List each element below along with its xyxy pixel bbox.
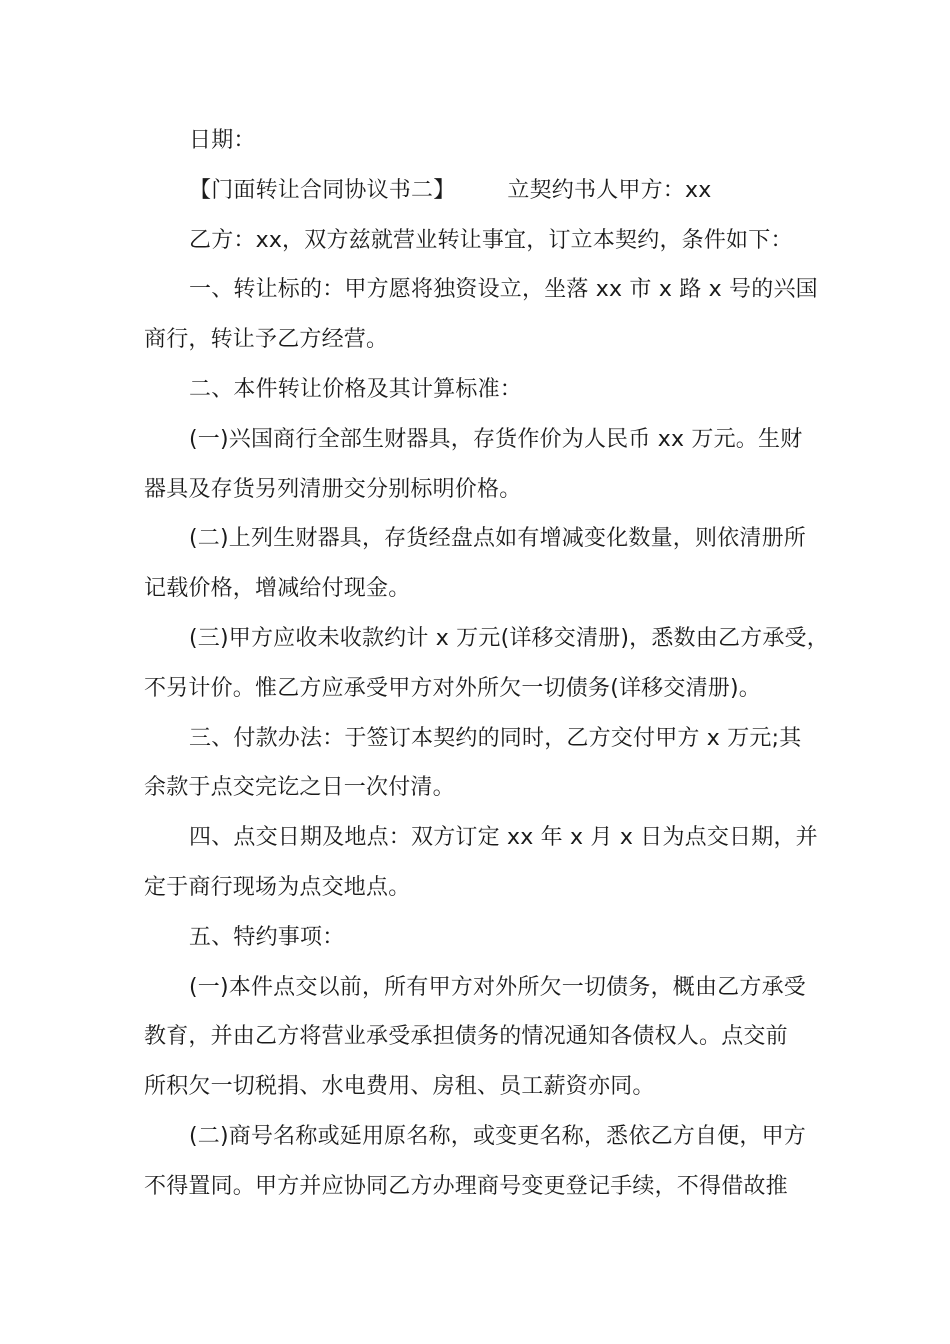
document-body [144,116,829,1212]
text-line: 所积欠一切税捐、水电费用、房租、员工薪资亦同。 [144,1074,655,1100]
clause-2-1-line [144,415,812,465]
clause-2-3-line [144,614,829,664]
clause-3-cont-line [144,763,812,813]
text-line: 商行，转让予乙方经营。 [144,327,389,353]
clause-2-line [144,365,812,415]
text-line: 四、点交日期及地点：双方订定 xx 年 x 月 x 日为点交日期，并 [189,825,818,851]
text-line: (二)上列生财器具，存货经盘点如有增减变化数量，则依清册所 [189,526,806,552]
text-line: 教育，并由乙方将营业承受承担债务的情况通知各债权人。点交前 [144,1024,788,1050]
clause-5-line [144,913,812,963]
clause-2-3-cont-line [144,664,812,714]
clause-5-2-cont-line [144,1162,812,1212]
party-b-line [144,216,812,266]
contract-heading-line [144,166,812,216]
clause-5-1-cont2-line [144,1062,812,1112]
text-line: 记载价格，增减给付现金。 [144,576,411,602]
text-line: 五、特约事项： [189,924,345,950]
clause-4-line [144,813,818,863]
clause-2-1-cont-line [144,465,812,515]
text-line: 定于商行现场为点交地点。 [144,874,411,900]
text-line: 不得置同。甲方并应协同乙方办理商号变更登记手续，不得借故推 [144,1173,788,1199]
text-line: 日期： [189,128,256,153]
text-line: 三、付款办法：于签订本契约的同时，乙方交付甲方 x 万元;其 [189,725,802,751]
text-line: (二)商号名称或延用原名称，或变更名称，悉依乙方自便，甲方 [189,1123,806,1149]
text-line: (一)兴国商行全部生财器具，存货作价为人民币 xx 万元。生财 [189,426,803,452]
clause-4-cont-line [144,863,812,913]
clause-2-2-cont-line [144,564,812,614]
text-line: 余款于点交完讫之日一次付清。 [144,775,455,801]
clause-5-1-line [144,963,812,1013]
contract-title: 【门面转让合同协议书二】 [189,177,456,203]
text-line: 不另计价。惟乙方应承受甲方对外所欠一切债务(详移交清册)。 [144,675,761,701]
clause-3-line [144,714,812,764]
clause-2-2-line [144,514,812,564]
text-line: 一、转让标的：甲方愿将独资设立，坐落 xx 市 x 路 x 号的兴国 [189,277,818,303]
clause-5-1-cont-line [144,1012,812,1062]
text-line: (一)本件点交以前，所有甲方对外所欠一切债务，概由乙方承受 [189,974,806,1000]
clause-5-2-line [144,1112,812,1162]
text-line: 乙方：xx，双方兹就营业转让事宜，订立本契约，条件如下： [189,227,793,253]
clause-1-cont-line [144,315,812,365]
text-line: 二、本件转让价格及其计算标准： [189,376,523,402]
party-a-label: 立契约书人甲方：xx [507,177,712,203]
clause-1-line [144,265,818,315]
date-line [144,116,812,166]
text-line: (三)甲方应收未收款约计 x 万元(详移交清册)，悉数由乙方承受， [189,625,829,651]
text-line: 器具及存货另列清册交分别标明价格。 [144,476,522,502]
